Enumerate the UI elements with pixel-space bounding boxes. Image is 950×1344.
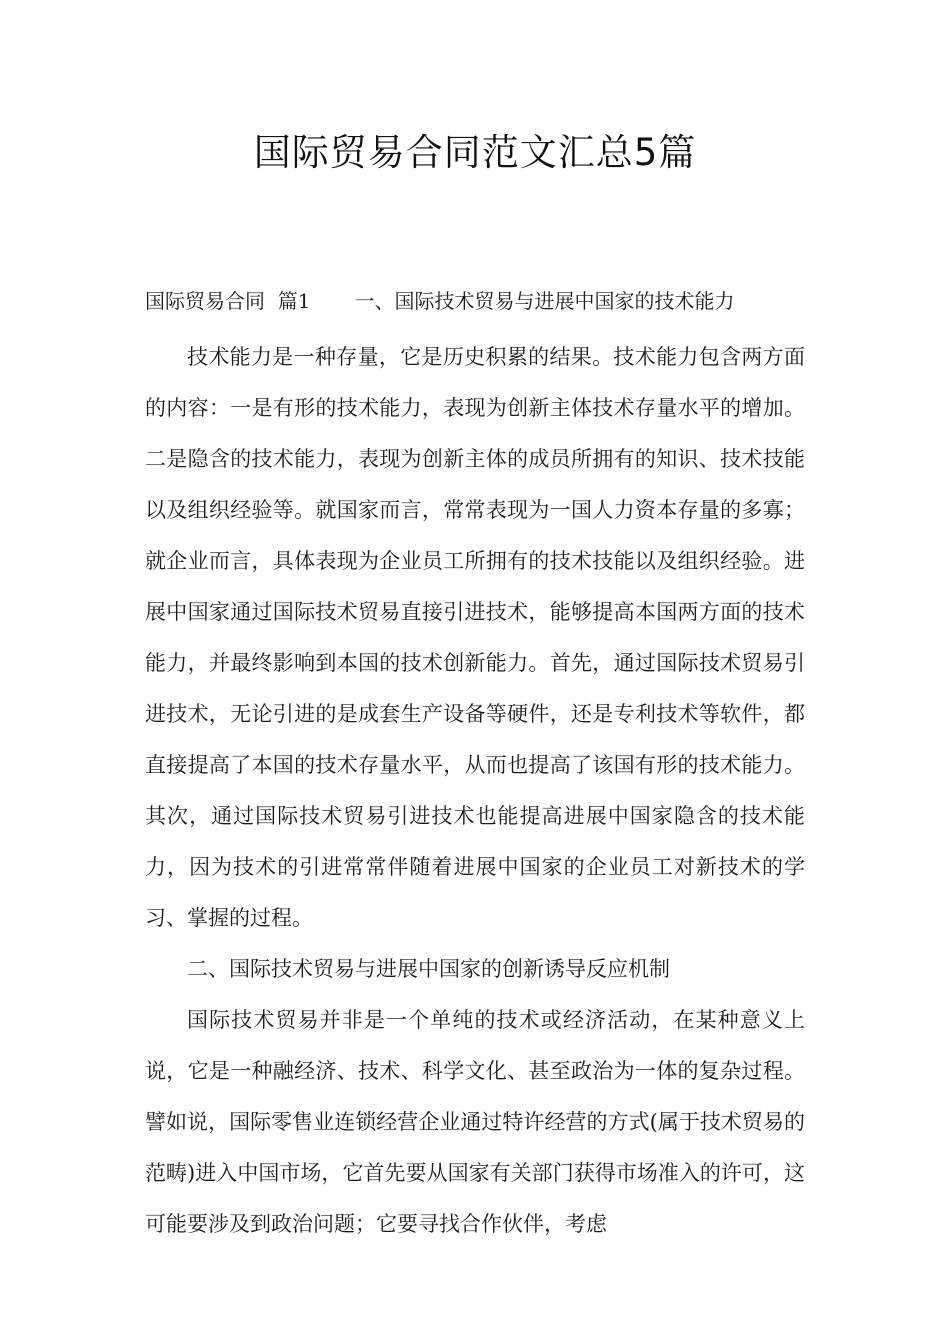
paragraph-3: 国际技术贸易并非是一个单纯的技术或经济活动，在某种意义上说，它是一种融经济、技术、科学文化、甚至政治为一体的复杂过程。譬如说，国际零售业连锁经营企业通过特许经营的方式(属于技术贸易的范畴)进入中国市场，它首先要从国家有关部门获得市场准入的许可，这可能要涉及到政治问题；它要寻找合作伙伴，考虑 xyxy=(145,1008,805,1236)
paragraph-1: 技术能力是一种存量，它是历史积累的结果。技术能力包含两方面的内容：一是有形的技术能力，表现为创新主体技术存量水平的增加。二是隐含的技术能力，表现为创新主体的成员所拥有的知识、技术技能以及组织经验等。就国家而言，常常表现为一国人力资本存量的多寡；就企业而言，具体表现为企业员工所拥有的技术技能以及组织经验。进展中国家通过国际技术贸易直接引进技术，能够提高本国两方面的技术能力，并最终影响到本国的技术创新能力。首先，通过国际技术贸易引进技术，无论引进的是成套生产设备等硬件，还是专利技术等软件，都直接提高了本国的技术存量水平，从而也提高了该国有形的技术能力。其次，通过国际技术贸易引进技术也能提高进展中国家隐含的技术能力，因为技术的引进常常伴随着进展中国家的企业员工对新技术的学习、掌握的过程。 xyxy=(145,345,805,930)
document-body xyxy=(145,332,805,1250)
section-heading-line xyxy=(145,286,734,316)
paragraph-2-heading: 二、国际技术贸易与进展中国家的创新诱导反应机制 xyxy=(187,957,670,981)
document-title: 国际贸易合同范文汇总5篇 xyxy=(253,131,697,174)
section-first-heading: 一、国际技术贸易与进展中国家的技术能力 xyxy=(354,289,735,313)
section-label: 国际贸易合同 篇1 xyxy=(145,289,311,313)
